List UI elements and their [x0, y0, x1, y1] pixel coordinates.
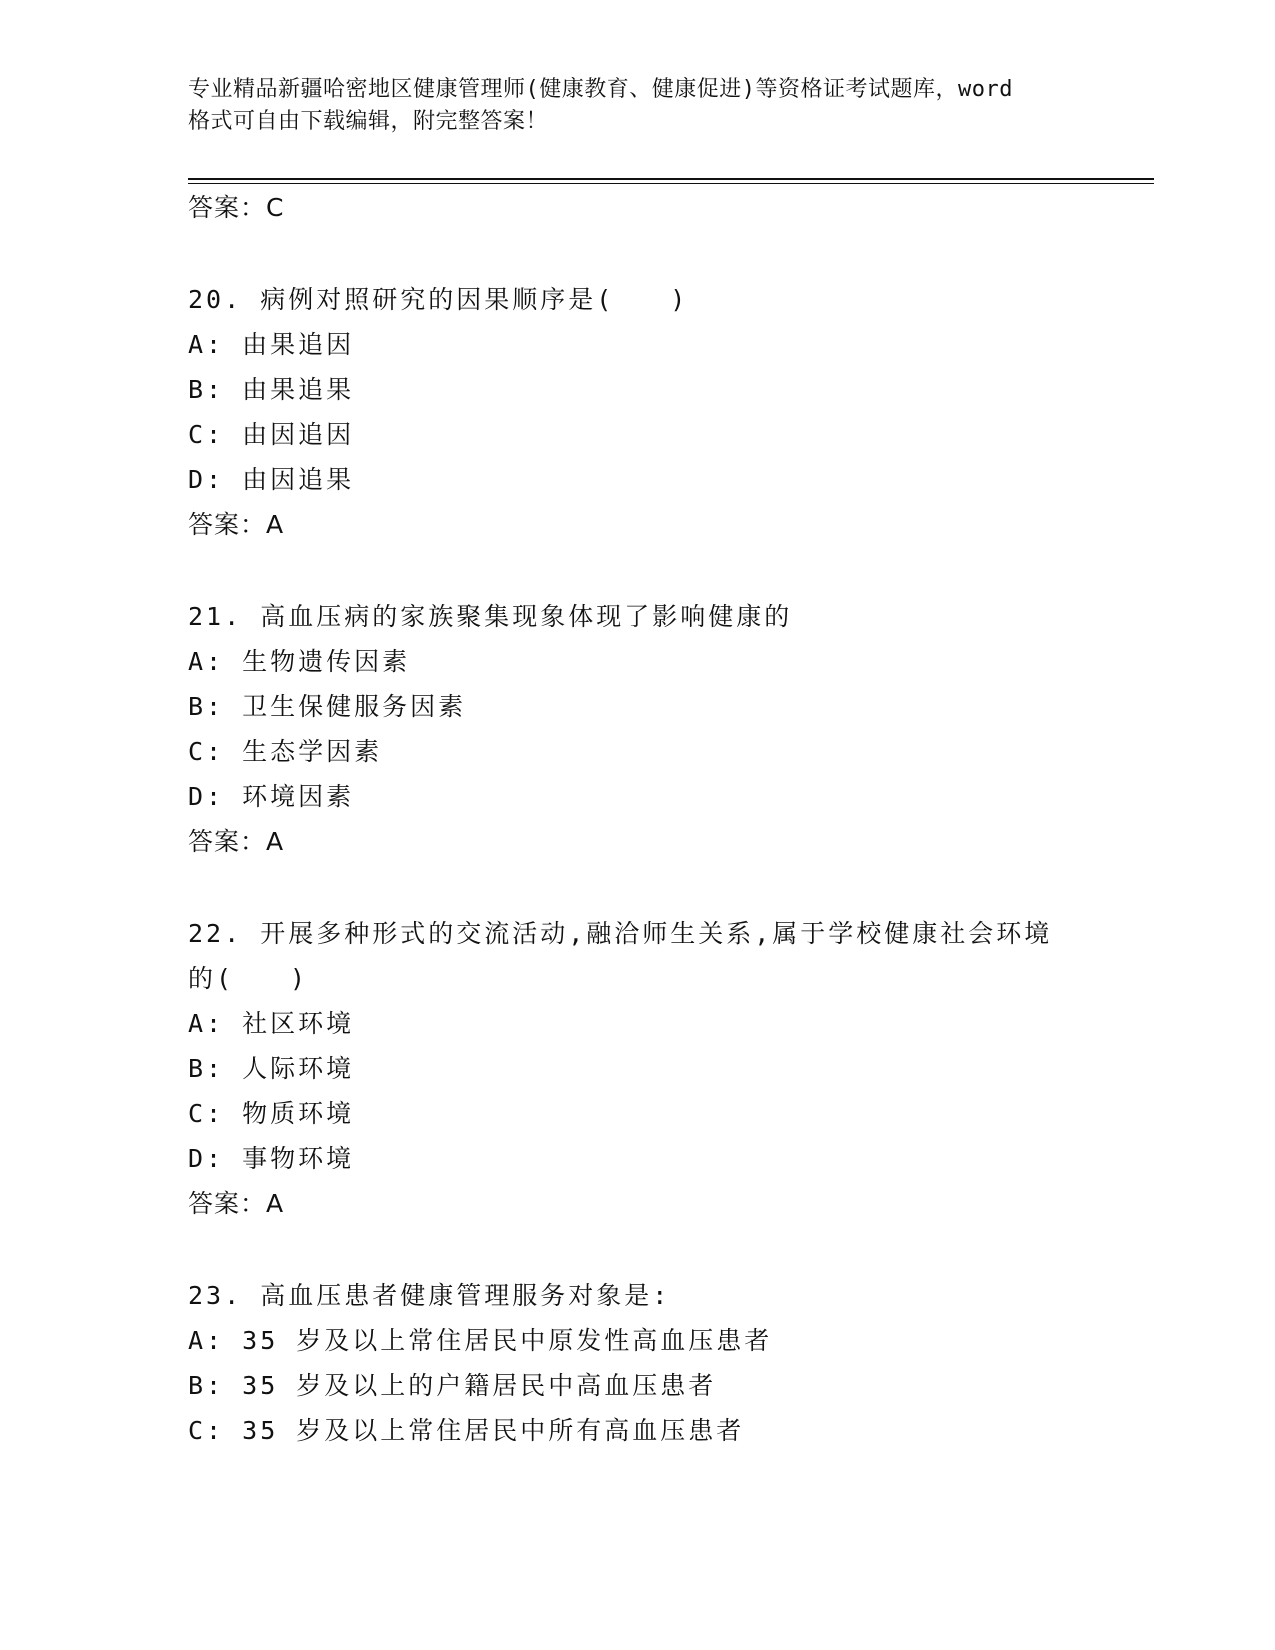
question-stem: 20. 病例对照研究的因果顺序是( )	[188, 285, 689, 314]
answer-line: 答案：A	[188, 1189, 285, 1218]
header-line-1: 专业精品新疆哈密地区健康管理师(健康教育、健康促进)等资格证考试题库，word	[188, 77, 1013, 102]
option-a: A: 35 岁及以上常住居民中原发性高血压患者	[188, 1326, 773, 1355]
answer-line: 答案：C	[188, 193, 285, 222]
option-b: B: 由果追果	[188, 375, 355, 404]
option-b: B: 35 岁及以上的户籍居民中高血压患者	[188, 1371, 717, 1400]
question-stem: 23. 高血压患者健康管理服务对象是:	[188, 1281, 671, 1310]
option-d: D: 环境因素	[188, 782, 355, 811]
header-line-2: 格式可自由下载编辑，附完整答案！	[188, 109, 549, 134]
option-b: B: 卫生保健服务因素	[188, 692, 467, 721]
option-d: D: 由因追果	[188, 465, 355, 494]
header-divider-thick	[188, 178, 1154, 180]
answer-line: 答案：A	[188, 827, 285, 856]
option-a: A: 由果追因	[188, 330, 355, 359]
answer-line: 答案：A	[188, 510, 285, 539]
option-c: C: 35 岁及以上常住居民中所有高血压患者	[188, 1416, 745, 1445]
option-c: C: 由因追因	[188, 420, 355, 449]
option-a: A: 社区环境	[188, 1009, 355, 1038]
question-stem: 21. 高血压病的家族聚集现象体现了影响健康的	[188, 602, 793, 631]
option-c: C: 生态学因素	[188, 737, 383, 766]
option-c: C: 物质环境	[188, 1099, 355, 1128]
option-b: B: 人际环境	[188, 1054, 355, 1083]
question-stem-continued: 的( )	[188, 964, 309, 993]
header-divider-thin	[188, 183, 1154, 184]
question-stem: 22. 开展多种形式的交流活动,融洽师生关系,属于学校健康社会环境	[188, 919, 1053, 948]
option-d: D: 事物环境	[188, 1144, 355, 1173]
option-a: A: 生物遗传因素	[188, 647, 411, 676]
document-header	[188, 74, 1088, 138]
